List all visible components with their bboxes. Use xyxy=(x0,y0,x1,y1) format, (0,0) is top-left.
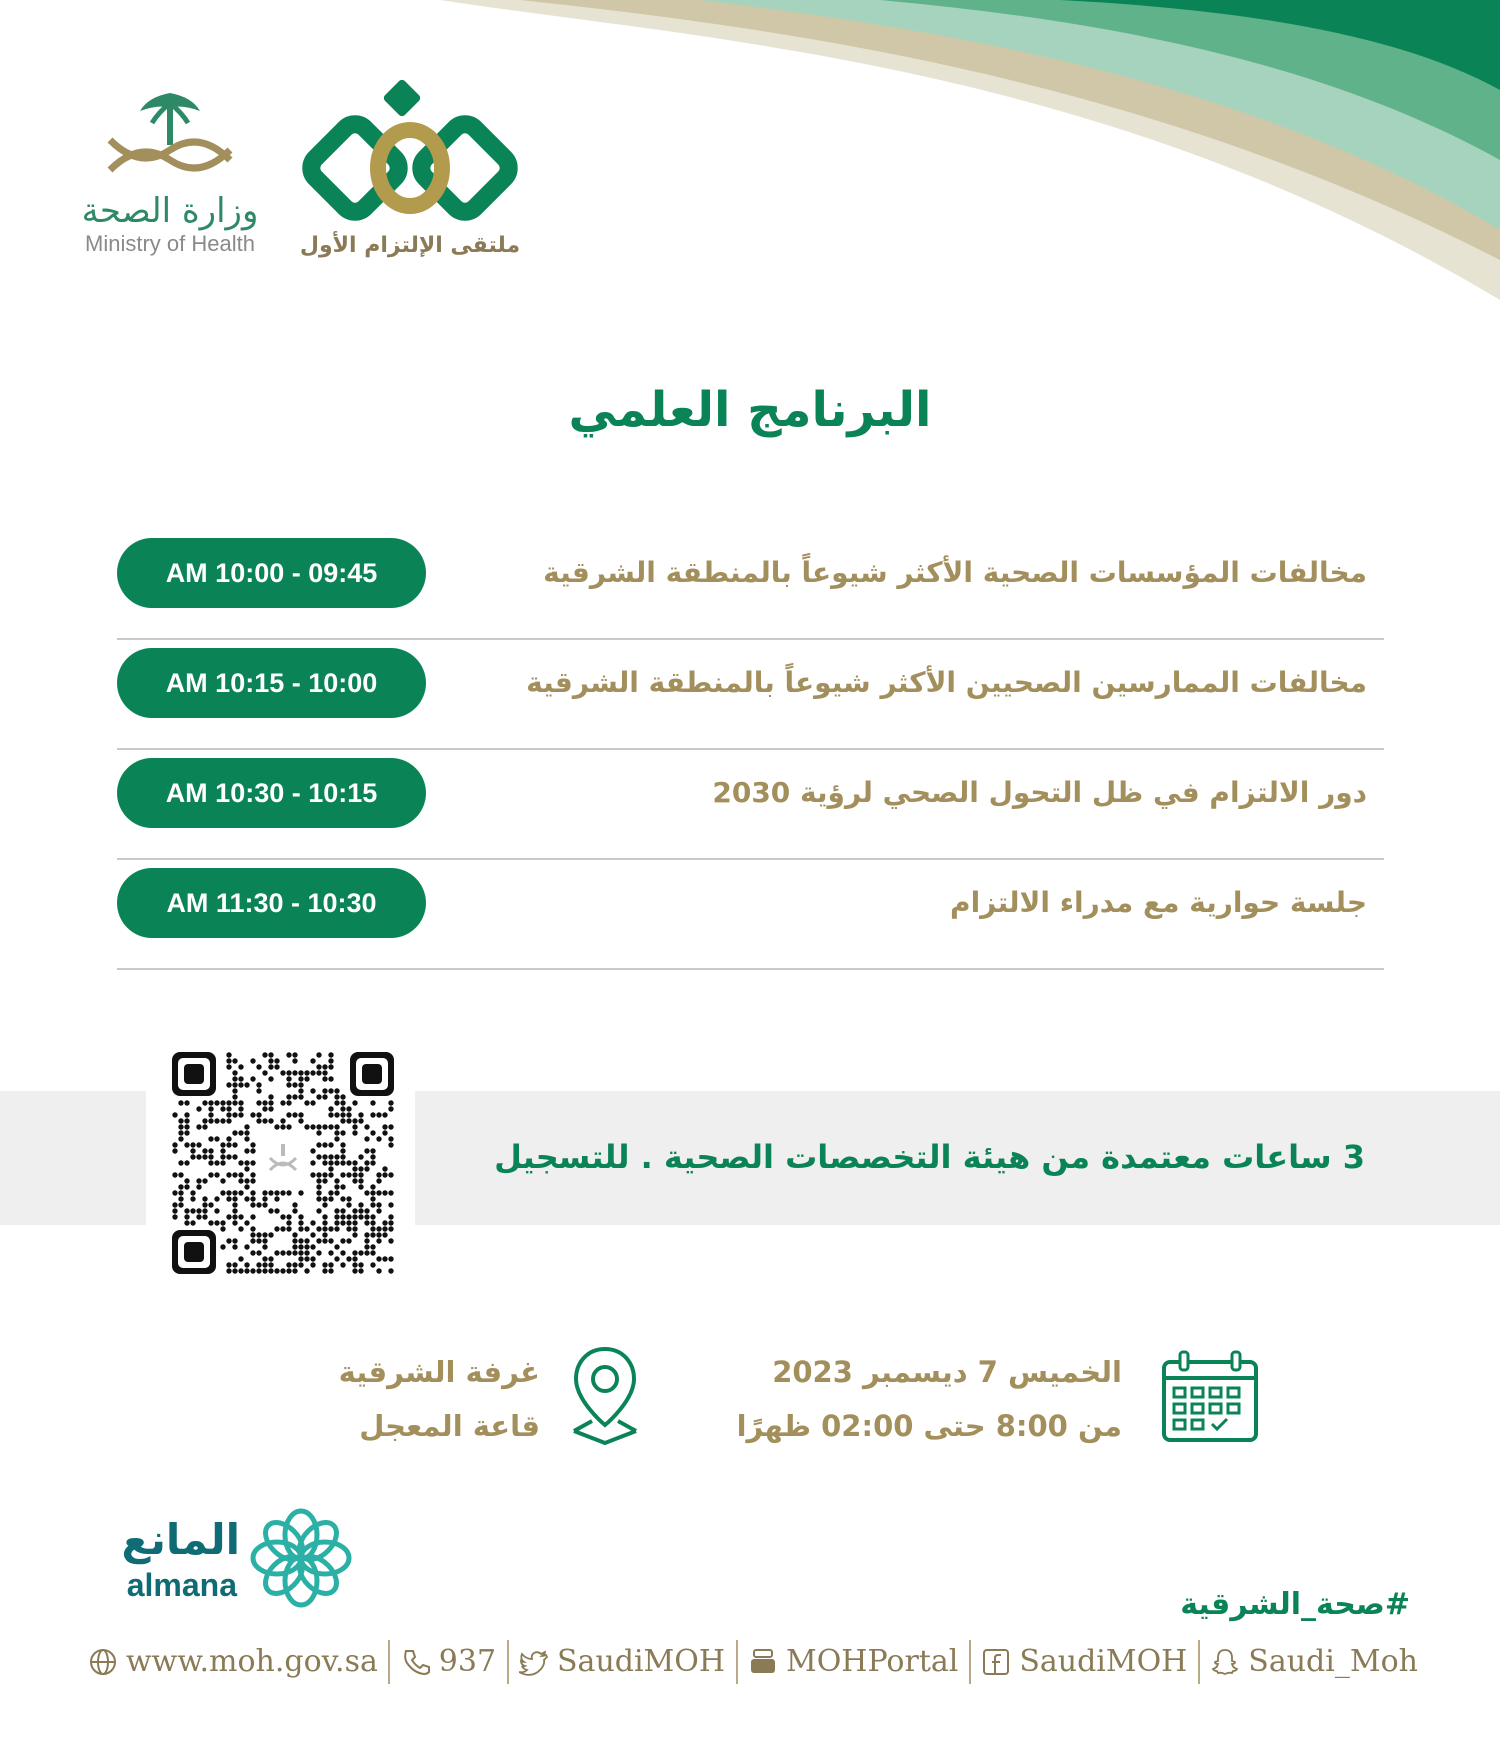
moh-logo xyxy=(60,85,280,275)
agenda-row xyxy=(117,860,1384,970)
facebook-label: SaudiMOH xyxy=(1019,1644,1188,1679)
location-pin-icon xyxy=(570,1345,640,1445)
twitter-link[interactable] xyxy=(519,1642,725,1682)
youtube-icon xyxy=(748,1647,778,1677)
session-title: مخالفات المؤسسات الصحية الأكثر شيوعاً بالمنطقة الشرقية xyxy=(543,556,1367,589)
facebook-icon xyxy=(981,1647,1011,1677)
time-slot-badge: AM 11:30 - 10:30 xyxy=(117,868,426,938)
session-title: جلسة حوارية مع مدراء الالتزام xyxy=(950,886,1367,919)
moh-arabic-name: وزارة الصحة xyxy=(81,191,259,231)
agenda-row xyxy=(117,530,1384,640)
event-time: من 8:00 حتى 02:00 ظهرًا xyxy=(736,1409,1122,1443)
event-venue-text xyxy=(250,1345,540,1453)
event-venue-block xyxy=(250,1345,640,1465)
divider xyxy=(507,1640,509,1684)
twitter-label: SaudiMOH xyxy=(557,1644,726,1679)
youtube-label: MOHPortal xyxy=(785,1644,959,1679)
almana-logo xyxy=(95,1505,355,1615)
agenda-list xyxy=(117,530,1384,970)
website-link[interactable] xyxy=(88,1642,378,1682)
youtube-link[interactable] xyxy=(748,1642,958,1682)
page-title: البرنامج العلمي xyxy=(568,382,932,438)
snapchat-icon xyxy=(1210,1647,1240,1677)
registration-text: 3 ساعات معتمدة من هيئة التخصصات الصحية . للتسجيل xyxy=(494,1138,1365,1176)
phone-link[interactable] xyxy=(401,1642,496,1682)
phone-label: 937 xyxy=(438,1644,497,1679)
venue-hall: قاعة المعجل xyxy=(359,1409,540,1443)
event-date-block xyxy=(720,1345,1260,1465)
forum-logo xyxy=(295,78,525,273)
calendar-icon xyxy=(1160,1350,1260,1445)
time-slot-badge: AM 10:00 - 09:45 xyxy=(117,538,426,608)
divider xyxy=(736,1640,738,1684)
snapchat-label: Saudi_Moh xyxy=(1248,1644,1418,1679)
divider xyxy=(969,1640,971,1684)
moh-english-name: Ministry of Health xyxy=(85,231,255,256)
twitter-icon xyxy=(519,1647,549,1677)
facebook-link[interactable] xyxy=(981,1642,1187,1682)
divider xyxy=(1198,1640,1200,1684)
agenda-row xyxy=(117,640,1384,750)
almana-arabic-name: المانع xyxy=(121,1515,240,1564)
agenda-row xyxy=(117,750,1384,860)
website-label: www.moh.gov.sa xyxy=(126,1644,378,1679)
divider xyxy=(388,1640,390,1684)
globe-icon xyxy=(88,1647,118,1677)
session-title: دور الالتزام في ظل التحول الصحي لرؤية 2030 xyxy=(712,776,1367,809)
session-title: مخالفات الممارسين الصحيين الأكثر شيوعاً بالمنطقة الشرقية xyxy=(526,666,1367,699)
time-slot-badge: AM 10:30 - 10:15 xyxy=(117,758,426,828)
snapchat-link[interactable] xyxy=(1210,1642,1418,1682)
qr-code-icon[interactable] xyxy=(172,1052,394,1274)
almana-english-name: almana xyxy=(126,1567,237,1603)
phone-icon xyxy=(401,1647,431,1677)
registration-qr-card[interactable] xyxy=(146,1030,415,1288)
hashtag[interactable]: #صحة_الشرقية xyxy=(1180,1587,1410,1622)
event-date: الخميس 7 ديسمبر 2023 xyxy=(772,1355,1122,1389)
almana-flower-icon xyxy=(247,1505,355,1611)
event-date-text xyxy=(722,1345,1122,1453)
palm-swords-icon xyxy=(80,85,260,185)
chain-links-icon xyxy=(300,78,520,228)
social-links-bar xyxy=(88,1637,1418,1687)
forum-name: ملتقى الإلتزام الأول xyxy=(299,233,521,258)
time-slot-badge: AM 10:15 - 10:00 xyxy=(117,648,426,718)
venue-building: غرفة الشرقية xyxy=(338,1355,540,1389)
